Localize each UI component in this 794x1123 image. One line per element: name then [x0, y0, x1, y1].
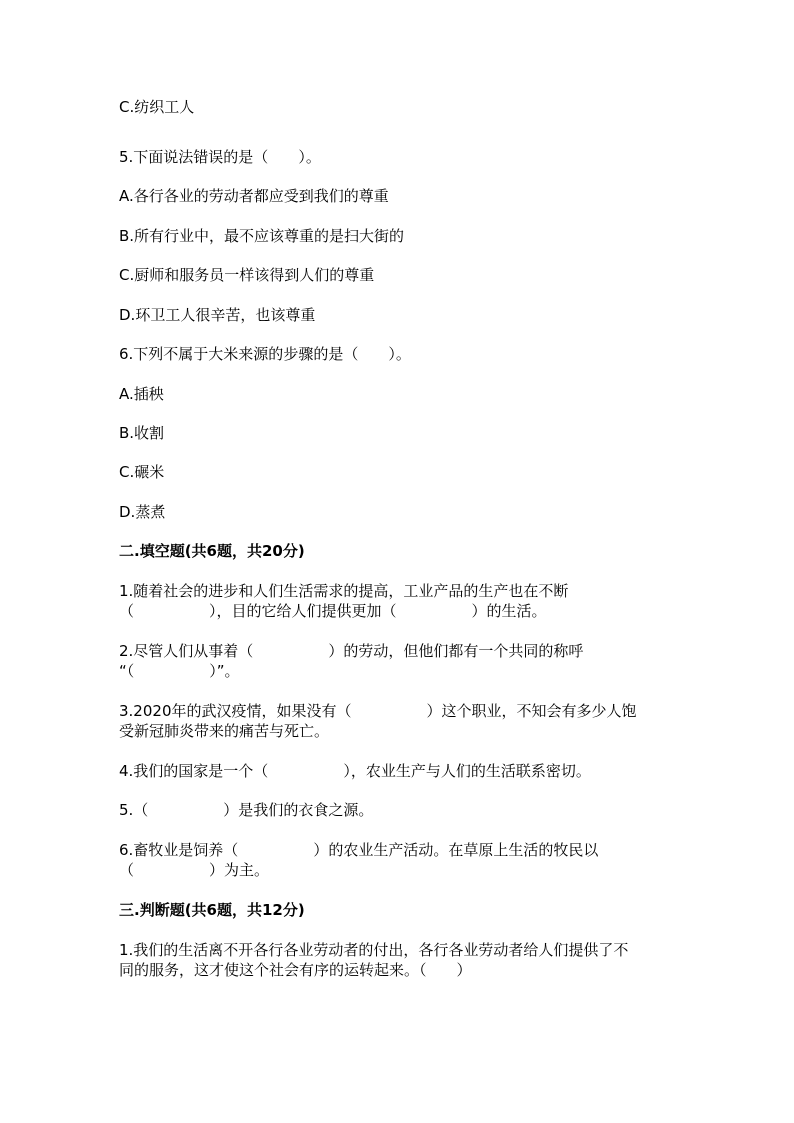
- fill-question-6-line1: 6.畜牧业是饲养（ ）的农业生产活动。在草原上生活的牧民以: [119, 841, 599, 859]
- fill-question-2-line1: 2.尽管人们从事着（ ）的劳动，但他们都有一个共同的称呼: [119, 642, 584, 660]
- fill-question-6-line2: （ ）为主。: [119, 861, 270, 879]
- question-5-stem: 5.下面说法错误的是（ ）。: [119, 148, 321, 166]
- option-q5-b: B.所有行业中，最不应该尊重的是扫大街的: [119, 227, 405, 245]
- option-q6-d: D.蒸煮: [119, 503, 166, 521]
- option-q6-b: B.收割: [119, 424, 165, 442]
- judge-question-1-line2: 同的服务，这才使这个社会有序的运转起来。（ ）: [119, 961, 472, 979]
- fill-question-5: 5.（ ）是我们的衣食之源。: [119, 801, 374, 819]
- fill-question-1-line1: 1.随着社会的进步和人们生活需求的提高，工业产品的生产也在不断: [119, 582, 569, 600]
- section-judge-heading: 三.判断题(共6题，共12分): [119, 901, 305, 919]
- question-6-stem: 6.下列不属于大米来源的步骤的是（ ）。: [119, 345, 411, 363]
- option-q5-c: C.厨师和服务员一样该得到人们的尊重: [119, 266, 375, 284]
- fill-question-2-line2: “（ ）”。: [119, 662, 240, 680]
- option-q5-a: A.各行各业的劳动者都应受到我们的尊重: [119, 187, 389, 205]
- fill-question-3-line2: 受新冠肺炎带来的痛苦与死亡。: [119, 722, 330, 740]
- option-q4-c: C.纺织工人: [119, 98, 195, 116]
- fill-question-3-line1: 3.2020年的武汉疫情，如果没有（ ）这个职业，不知会有多少人饱: [119, 702, 637, 720]
- judge-question-1-line1: 1.我们的生活离不开各行各业劳动者的付出，各行各业劳动者给人们提供了不: [119, 941, 629, 959]
- section-fill-heading: 二.填空题(共6题，共20分): [119, 542, 305, 560]
- option-q6-c: C.碾米: [119, 463, 165, 481]
- fill-question-1-line2: （ ），目的它给人们提供更加（ ）的生活。: [119, 602, 547, 620]
- fill-question-4: 4.我们的国家是一个（ ），农业生产与人们的生活联系密切。: [119, 762, 591, 780]
- option-q5-d: D.环卫工人很辛苦，也该尊重: [119, 306, 316, 324]
- option-q6-a: A.插秧: [119, 385, 164, 403]
